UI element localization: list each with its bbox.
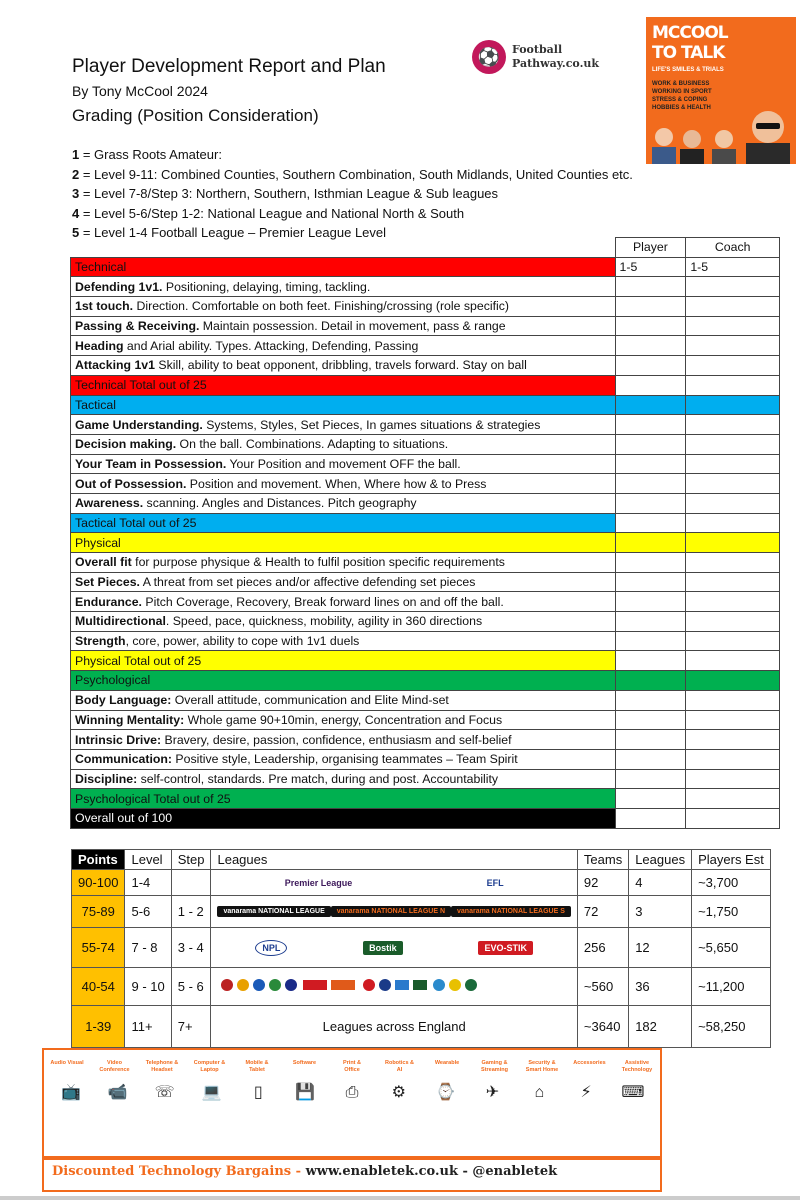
points-cell: 75-89 [72, 896, 125, 928]
software-icon: 💾 [295, 1084, 316, 1101]
assessment-table [70, 237, 780, 829]
evostik-logo: EVO-STIK [478, 941, 533, 955]
points-cell: 90-100 [72, 870, 125, 896]
player-score-cell[interactable] [615, 454, 686, 474]
coach-score-cell[interactable] [686, 592, 780, 612]
banner-category[interactable]: Video Conference [99, 1060, 130, 1073]
player-score-cell[interactable] [615, 572, 686, 592]
coach-score-cell[interactable] [686, 277, 780, 297]
fp-logo-line1: Football [512, 43, 563, 56]
grading-heading: Grading (Position Consideration) [72, 106, 319, 125]
leagues-cell [211, 928, 577, 968]
regional-league-badges-icon [217, 975, 479, 995]
fp-logo-line2: Pathway.co.uk [512, 57, 600, 70]
banner-category[interactable]: Wearable [434, 1060, 460, 1066]
step-cell [171, 870, 211, 896]
criterion-row: Decision making. On the ball. Combinations. Adapting to situations. [71, 434, 616, 454]
players-cell: ~3,700 [692, 870, 771, 896]
num-leagues-cell: 3 [629, 896, 692, 928]
criterion-row: Set Pieces. A threat from set pieces and/or affective defending set pieces [71, 572, 616, 592]
num-leagues-header: Leagues [629, 850, 692, 870]
teams-cell: ~3640 [577, 1006, 628, 1048]
player-score-cell[interactable] [615, 710, 686, 730]
player-score-cell[interactable] [615, 493, 686, 513]
criterion-row: 1st touch. Direction. Comfortable on both feet. Finishing/crossing (role specific) [71, 297, 616, 317]
coach-score-cell[interactable] [686, 769, 780, 789]
banner-link[interactable]: www.enabletek.co.uk - @enabletek [305, 1164, 558, 1179]
player-score-cell[interactable] [615, 631, 686, 651]
enabletek-banner[interactable] [42, 1048, 662, 1192]
coach-score-cell[interactable] [686, 493, 780, 513]
banner-category[interactable]: Audio Visual [50, 1060, 84, 1066]
mccool-topic: WORK & BUSINESS [652, 81, 710, 87]
report-title: Player Development Report and Plan [72, 56, 386, 77]
coach-score-cell[interactable] [686, 749, 780, 769]
num-leagues-cell: 4 [629, 870, 692, 896]
coach-scale: 1-5 [686, 257, 780, 277]
banner-category[interactable]: Mobile & Tablet [245, 1060, 269, 1073]
coach-col-header: Coach [686, 238, 780, 258]
player-score-cell [615, 533, 686, 553]
smart-home-icon: ⌂ [534, 1084, 545, 1101]
leagues-cell [211, 896, 577, 928]
coach-score-cell [686, 671, 780, 691]
banner-category[interactable]: Computer & Laptop [193, 1060, 226, 1073]
section-header: Technical [71, 257, 616, 277]
coach-score-cell[interactable] [686, 710, 780, 730]
banner-category[interactable]: Gaming & Streaming [481, 1060, 508, 1073]
level-line: 5 = Level 1-4 Football League – Premier League Level [72, 225, 387, 241]
player-total-cell[interactable] [615, 789, 686, 809]
section-header: Psychological [71, 671, 616, 691]
level-cell: 9 - 10 [125, 968, 171, 1006]
banner-category[interactable]: Software [292, 1060, 317, 1066]
section-header: Physical [71, 533, 616, 553]
vanarama-south-logo: vanarama NATIONAL LEAGUE S [451, 906, 571, 917]
players-cell: ~1,750 [692, 896, 771, 928]
robot-icon: ⚙ [391, 1084, 406, 1101]
player-total-cell[interactable] [615, 375, 686, 395]
bostik-logo: Bostik [363, 941, 403, 955]
overall-total: Overall out of 100 [71, 808, 616, 828]
player-score-cell[interactable] [615, 553, 686, 573]
level-cell: 7 - 8 [125, 928, 171, 968]
player-score-cell[interactable] [615, 730, 686, 750]
banner-category[interactable]: Accessories [573, 1060, 606, 1066]
player-scale: 1-5 [615, 257, 686, 277]
efl-logo: EFL [486, 877, 504, 888]
levels-list [72, 145, 633, 243]
coach-score-cell[interactable] [686, 356, 780, 376]
criterion-row: Intrinsic Drive: Bravery, desire, passion, confidence, enthusiasm and self-belief [71, 730, 616, 750]
criterion-row: Endurance. Pitch Coverage, Recovery, Break forward lines on and off the ball. [71, 592, 616, 612]
player-score-cell[interactable] [615, 474, 686, 494]
player-score-cell[interactable] [615, 749, 686, 769]
coach-score-cell[interactable] [686, 553, 780, 573]
points-cell: 55-74 [72, 928, 125, 968]
coach-score-cell[interactable] [686, 297, 780, 317]
leagues-cell [211, 968, 577, 1006]
criterion-row: Out of Possession. Position and movement. When, Where how & to Press [71, 474, 616, 494]
player-score-cell[interactable] [615, 769, 686, 789]
coach-score-cell[interactable] [686, 434, 780, 454]
teams-cell: 72 [577, 896, 628, 928]
coach-overall-cell[interactable] [686, 808, 780, 828]
players-cell: ~11,200 [692, 968, 771, 1006]
player-score-cell[interactable] [615, 415, 686, 435]
section-header: Tactical [71, 395, 616, 415]
leagues-header: Leagues [211, 850, 577, 870]
step-cell: 3 - 4 [171, 928, 211, 968]
laptop-icon: 💻 [201, 1084, 222, 1101]
player-score-cell[interactable] [615, 297, 686, 317]
step-header: Step [171, 850, 211, 870]
step-cell: 7+ [171, 1006, 211, 1048]
player-total-cell[interactable] [615, 513, 686, 533]
banner-category[interactable]: Assistive Technology [621, 1060, 653, 1073]
leagues-cell: Leagues across England [211, 1006, 577, 1048]
banner-icons-row [44, 1074, 660, 1104]
section-total: Technical Total out of 25 [71, 375, 616, 395]
points-header: Points [72, 850, 125, 870]
coach-score-cell[interactable] [686, 415, 780, 435]
keyboard-icon: ⌨ [621, 1084, 645, 1101]
criterion-row: Your Team in Possession. Your Position and movement OFF the ball. [71, 454, 616, 474]
criterion-row: Body Language: Overall attitude, communication and Elite Mind-set [71, 690, 616, 710]
level-line: 2 = Level 9-11: Combined Counties, Southern Combination, South Midlands, United Counties etc. [72, 166, 633, 182]
coach-score-cell[interactable] [686, 690, 780, 710]
player-score-cell [615, 671, 686, 691]
vanarama-national-logo: vanarama NATIONAL LEAGUE [217, 906, 330, 917]
player-score-cell[interactable] [615, 356, 686, 376]
cable-icon: ⚡ [580, 1084, 592, 1101]
telephone-icon: ☏ [154, 1084, 175, 1101]
coach-score-cell[interactable] [686, 474, 780, 494]
player-total-cell[interactable] [615, 651, 686, 671]
players-cell: ~5,650 [692, 928, 771, 968]
player-score-cell[interactable] [615, 592, 686, 612]
coach-total-cell[interactable] [686, 375, 780, 395]
football-pathway-logo [472, 40, 599, 74]
monitor-icon: 📺 [61, 1084, 81, 1101]
banner-category[interactable]: Security & Smart Home [525, 1060, 559, 1073]
criterion-row: Communication: Positive style, Leadership, organising teammates – Team Spirit [71, 749, 616, 769]
coach-score-cell [686, 395, 780, 415]
player-score-cell[interactable] [615, 336, 686, 356]
teams-cell: 92 [577, 870, 628, 896]
players-header: Players Est [692, 850, 771, 870]
criterion-row: Passing & Receiving. Maintain possession. Detail in movement, pass & range [71, 316, 616, 336]
banner-category[interactable]: Robotics & AI [384, 1060, 415, 1073]
num-leagues-cell: 36 [629, 968, 692, 1006]
premier-league-logo: Premier League [284, 877, 353, 888]
level-header: Level [125, 850, 171, 870]
coach-score-cell[interactable] [686, 336, 780, 356]
video-call-icon: 📹 [107, 1084, 128, 1101]
coach-score-cell[interactable] [686, 730, 780, 750]
criterion-row: Heading and Arial ability. Types. Attacking, Defending, Passing [71, 336, 616, 356]
points-table [71, 849, 771, 1048]
tablet-icon: ▯ [253, 1084, 263, 1101]
criterion-row: Attacking 1v1 Skill, ability to beat opponent, dribbling, travels forward. Stay on ball [71, 356, 616, 376]
coach-score-cell[interactable] [686, 631, 780, 651]
teams-header: Teams [577, 850, 628, 870]
teams-cell: 256 [577, 928, 628, 968]
player-overall-cell[interactable] [615, 808, 686, 828]
player-score-cell[interactable] [615, 690, 686, 710]
player-score-cell[interactable] [615, 277, 686, 297]
banner-category[interactable]: Print & Office [342, 1060, 362, 1073]
points-cell: 1-39 [72, 1006, 125, 1048]
vanarama-north-logo: vanarama NATIONAL LEAGUE N [331, 906, 451, 917]
coach-score-cell [686, 533, 780, 553]
football-player-icon: ⚽ [472, 40, 506, 74]
coach-score-cell[interactable] [686, 454, 780, 474]
coach-score-cell[interactable] [686, 316, 780, 336]
report-author: By Tony McCool 2024 [72, 83, 208, 99]
coach-total-cell[interactable] [686, 513, 780, 533]
mccool-topic: WORKING IN SPORT [652, 89, 712, 95]
npl-logo: NPL [255, 940, 287, 956]
players-cell: ~58,250 [692, 1006, 771, 1048]
banner-text-a: Discounted Technology Bargains - [52, 1164, 306, 1179]
level-cell: 11+ [125, 1006, 171, 1048]
watch-icon: ⌚ [435, 1084, 456, 1101]
coach-total-cell[interactable] [686, 789, 780, 809]
banner-category[interactable]: Telephone & Headset [145, 1060, 179, 1073]
mccool-topic: STRESS & COPING [652, 97, 708, 103]
mccool-tagline: LIFE'S SMILES & TRIALS [652, 67, 724, 73]
mccool-logo-line1: MCCOOL [652, 23, 728, 43]
section-total: Psychological Total out of 25 [71, 789, 616, 809]
criterion-row: Discipline: self-control, standards. Pre match, during and post. Accountability [71, 769, 616, 789]
section-total: Physical Total out of 25 [71, 651, 616, 671]
teams-cell: ~560 [577, 968, 628, 1006]
leagues-cell [211, 870, 577, 896]
criterion-row: Winning Mentality: Whole game 90+10min, energy, Concentration and Focus [71, 710, 616, 730]
level-line: 4 = Level 5-6/Step 1-2: National League and National North & South [72, 205, 465, 221]
criterion-row: Overall fit for purpose physique & Health to fulfil position specific requirements [71, 553, 616, 573]
player-score-cell[interactable] [615, 316, 686, 336]
mccool-to-talk-logo [646, 17, 796, 164]
player-score-cell [615, 395, 686, 415]
people-photo-icon [646, 109, 796, 164]
coach-total-cell[interactable] [686, 651, 780, 671]
coach-score-cell[interactable] [686, 572, 780, 592]
criterion-row: Game Understanding. Systems, Styles, Set Pieces, In games situations & strategies [71, 415, 616, 435]
printer-icon: ⎙ [345, 1084, 359, 1101]
player-col-header: Player [615, 238, 686, 258]
level-line: 1 = Grass Roots Amateur: [72, 147, 222, 162]
criterion-row: Multidirectional. Speed, pace, quickness, mobility, agility in 360 directions [71, 612, 616, 632]
criterion-row: Defending 1v1. Positioning, delaying, timing, tackling. [71, 277, 616, 297]
step-cell: 5 - 6 [171, 968, 211, 1006]
player-score-cell[interactable] [615, 434, 686, 454]
level-line: 3 = Level 7-8/Step 3: Northern, Southern, Isthmian League & Sub leagues [72, 186, 499, 202]
level-cell: 5-6 [125, 896, 171, 928]
drone-icon: ✈ [485, 1084, 500, 1101]
num-leagues-cell: 12 [629, 928, 692, 968]
mccool-logo-line2: TO TALK [652, 43, 725, 63]
level-cell: 1-4 [125, 870, 171, 896]
step-cell: 1 - 2 [171, 896, 211, 928]
section-total: Tactical Total out of 25 [71, 513, 616, 533]
points-cell: 40-54 [72, 968, 125, 1006]
num-leagues-cell: 182 [629, 1006, 692, 1048]
criterion-row: Awareness. scanning. Angles and Distances. Pitch geography [71, 493, 616, 513]
mccool-topic: HOBBIES & HEALTH [652, 105, 711, 111]
coach-score-cell[interactable] [686, 612, 780, 632]
player-score-cell[interactable] [615, 612, 686, 632]
criterion-row: Strength, core, power, ability to cope with 1v1 duels [71, 631, 616, 651]
